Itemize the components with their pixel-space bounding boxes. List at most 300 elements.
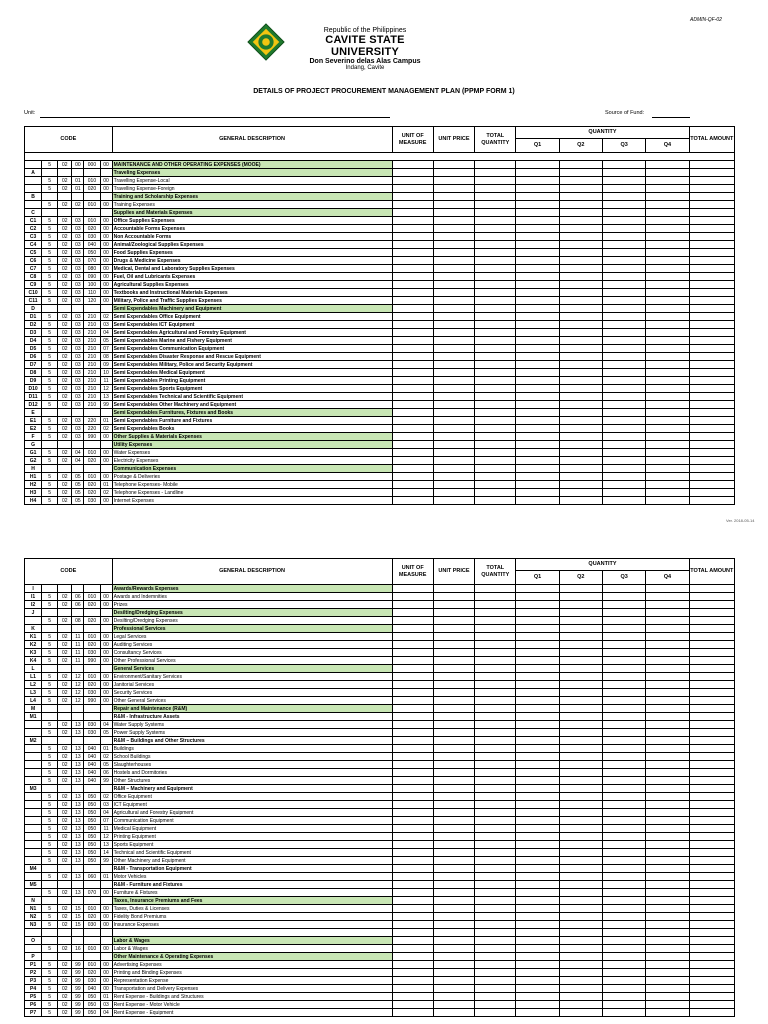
total-amount-cell[interactable]: [689, 937, 734, 945]
total-amount-cell[interactable]: [689, 833, 734, 841]
q3-cell[interactable]: [602, 417, 645, 425]
q2-cell[interactable]: [559, 425, 602, 433]
total-amount-cell[interactable]: [689, 721, 734, 729]
q1-cell[interactable]: [516, 865, 559, 873]
unit-price-cell[interactable]: [433, 817, 474, 825]
q2-cell[interactable]: [559, 937, 602, 945]
q2-cell[interactable]: [559, 289, 602, 297]
total-quantity-cell[interactable]: [475, 297, 516, 305]
unit-of-measure-cell[interactable]: [392, 825, 433, 833]
q3-cell[interactable]: [602, 329, 645, 337]
total-amount-cell[interactable]: [689, 249, 734, 257]
total-amount-cell[interactable]: [689, 985, 734, 993]
q1-cell[interactable]: [516, 217, 559, 225]
total-amount-cell[interactable]: [689, 689, 734, 697]
q2-cell[interactable]: [559, 273, 602, 281]
unit-of-measure-cell[interactable]: [392, 737, 433, 745]
q4-cell[interactable]: [646, 713, 689, 721]
q4-cell[interactable]: [646, 753, 689, 761]
q4-cell[interactable]: [646, 281, 689, 289]
q4-cell[interactable]: [646, 193, 689, 201]
total-amount-cell[interactable]: [689, 705, 734, 713]
q1-cell[interactable]: [516, 833, 559, 841]
q4-cell[interactable]: [646, 313, 689, 321]
total-quantity-cell[interactable]: [475, 673, 516, 681]
q2-cell[interactable]: [559, 945, 602, 953]
q4-cell[interactable]: [646, 377, 689, 385]
unit-of-measure-cell[interactable]: [392, 305, 433, 313]
unit-of-measure-cell[interactable]: [392, 185, 433, 193]
unit-price-cell[interactable]: [433, 1009, 474, 1017]
unit-of-measure-cell[interactable]: [392, 465, 433, 473]
q1-cell[interactable]: [516, 321, 559, 329]
q3-cell[interactable]: [602, 449, 645, 457]
total-quantity-cell[interactable]: [475, 369, 516, 377]
q4-cell[interactable]: [646, 633, 689, 641]
unit-of-measure-cell[interactable]: [392, 961, 433, 969]
total-quantity-cell[interactable]: [475, 689, 516, 697]
total-amount-cell[interactable]: [689, 921, 734, 929]
q4-cell[interactable]: [646, 225, 689, 233]
q1-cell[interactable]: [516, 161, 559, 169]
total-amount-cell[interactable]: [689, 241, 734, 249]
total-amount-cell[interactable]: [689, 345, 734, 353]
q4-cell[interactable]: [646, 353, 689, 361]
total-amount-cell[interactable]: [689, 417, 734, 425]
unit-of-measure-cell[interactable]: [392, 649, 433, 657]
unit-of-measure-cell[interactable]: [392, 777, 433, 785]
q4-cell[interactable]: [646, 1009, 689, 1017]
total-quantity-cell[interactable]: [475, 425, 516, 433]
total-quantity-cell[interactable]: [475, 481, 516, 489]
q2-cell[interactable]: [559, 897, 602, 905]
unit-price-cell[interactable]: [433, 761, 474, 769]
q3-cell[interactable]: [602, 705, 645, 713]
q4-cell[interactable]: [646, 217, 689, 225]
total-quantity-cell[interactable]: [475, 433, 516, 441]
q2-cell[interactable]: [559, 817, 602, 825]
total-amount-cell[interactable]: [689, 457, 734, 465]
q3-cell[interactable]: [602, 737, 645, 745]
total-quantity-cell[interactable]: [475, 161, 516, 169]
unit-of-measure-cell[interactable]: [392, 641, 433, 649]
unit-price-cell[interactable]: [433, 897, 474, 905]
q2-cell[interactable]: [559, 249, 602, 257]
q1-cell[interactable]: [516, 913, 559, 921]
total-amount-cell[interactable]: [689, 609, 734, 617]
q4-cell[interactable]: [646, 169, 689, 177]
q4-cell[interactable]: [646, 905, 689, 913]
unit-of-measure-cell[interactable]: [392, 873, 433, 881]
unit-price-cell[interactable]: [433, 345, 474, 353]
q1-cell[interactable]: [516, 729, 559, 737]
total-quantity-cell[interactable]: [475, 177, 516, 185]
q4-cell[interactable]: [646, 913, 689, 921]
unit-price-cell[interactable]: [433, 201, 474, 209]
unit-price-cell[interactable]: [433, 249, 474, 257]
q3-cell[interactable]: [602, 673, 645, 681]
unit-price-cell[interactable]: [433, 473, 474, 481]
q4-cell[interactable]: [646, 961, 689, 969]
unit-of-measure-cell[interactable]: [392, 249, 433, 257]
q3-cell[interactable]: [602, 457, 645, 465]
q2-cell[interactable]: [559, 313, 602, 321]
q3-cell[interactable]: [602, 697, 645, 705]
q3-cell[interactable]: [602, 313, 645, 321]
q2-cell[interactable]: [559, 929, 602, 937]
q2-cell[interactable]: [559, 649, 602, 657]
unit-of-measure-cell[interactable]: [392, 457, 433, 465]
q2-cell[interactable]: [559, 633, 602, 641]
total-quantity-cell[interactable]: [475, 401, 516, 409]
q3-cell[interactable]: [602, 601, 645, 609]
q1-cell[interactable]: [516, 697, 559, 705]
unit-of-measure-cell[interactable]: [392, 481, 433, 489]
total-amount-cell[interactable]: [689, 769, 734, 777]
total-amount-cell[interactable]: [689, 321, 734, 329]
q2-cell[interactable]: [559, 257, 602, 265]
q2-cell[interactable]: [559, 793, 602, 801]
q1-cell[interactable]: [516, 641, 559, 649]
q4-cell[interactable]: [646, 921, 689, 929]
q1-cell[interactable]: [516, 809, 559, 817]
unit-of-measure-cell[interactable]: [392, 1009, 433, 1017]
q3-cell[interactable]: [602, 297, 645, 305]
total-quantity-cell[interactable]: [475, 825, 516, 833]
q1-cell[interactable]: [516, 377, 559, 385]
q3-cell[interactable]: [602, 953, 645, 961]
q2-cell[interactable]: [559, 497, 602, 505]
total-quantity-cell[interactable]: [475, 841, 516, 849]
total-amount-cell[interactable]: [689, 1009, 734, 1017]
q4-cell[interactable]: [646, 809, 689, 817]
unit-price-cell[interactable]: [433, 961, 474, 969]
q3-cell[interactable]: [602, 273, 645, 281]
q4-cell[interactable]: [646, 625, 689, 633]
q4-cell[interactable]: [646, 409, 689, 417]
q3-cell[interactable]: [602, 1001, 645, 1009]
q4-cell[interactable]: [646, 897, 689, 905]
q1-cell[interactable]: [516, 649, 559, 657]
q4-cell[interactable]: [646, 729, 689, 737]
total-quantity-cell[interactable]: [475, 785, 516, 793]
total-amount-cell[interactable]: [689, 601, 734, 609]
q2-cell[interactable]: [559, 481, 602, 489]
q3-cell[interactable]: [602, 185, 645, 193]
total-amount-cell[interactable]: [689, 441, 734, 449]
q3-cell[interactable]: [602, 377, 645, 385]
q4-cell[interactable]: [646, 489, 689, 497]
q1-cell[interactable]: [516, 1001, 559, 1009]
q4-cell[interactable]: [646, 497, 689, 505]
q1-cell[interactable]: [516, 585, 559, 593]
q3-cell[interactable]: [602, 481, 645, 489]
unit-price-cell[interactable]: [433, 745, 474, 753]
q2-cell[interactable]: [559, 745, 602, 753]
unit-of-measure-cell[interactable]: [392, 433, 433, 441]
q1-cell[interactable]: [516, 985, 559, 993]
q3-cell[interactable]: [602, 833, 645, 841]
total-amount-cell[interactable]: [689, 897, 734, 905]
q3-cell[interactable]: [602, 249, 645, 257]
q4-cell[interactable]: [646, 793, 689, 801]
total-quantity-cell[interactable]: [475, 713, 516, 721]
total-amount-cell[interactable]: [689, 761, 734, 769]
q1-cell[interactable]: [516, 489, 559, 497]
unit-price-cell[interactable]: [433, 321, 474, 329]
total-amount-cell[interactable]: [689, 665, 734, 673]
unit-of-measure-cell[interactable]: [392, 609, 433, 617]
q4-cell[interactable]: [646, 945, 689, 953]
q4-cell[interactable]: [646, 841, 689, 849]
q3-cell[interactable]: [602, 753, 645, 761]
q4-cell[interactable]: [646, 209, 689, 217]
q1-cell[interactable]: [516, 673, 559, 681]
total-amount-cell[interactable]: [689, 329, 734, 337]
unit-of-measure-cell[interactable]: [392, 817, 433, 825]
q4-cell[interactable]: [646, 641, 689, 649]
unit-price-cell[interactable]: [433, 441, 474, 449]
q2-cell[interactable]: [559, 265, 602, 273]
q3-cell[interactable]: [602, 161, 645, 169]
total-quantity-cell[interactable]: [475, 641, 516, 649]
q4-cell[interactable]: [646, 393, 689, 401]
q3-cell[interactable]: [602, 681, 645, 689]
q2-cell[interactable]: [559, 217, 602, 225]
q1-cell[interactable]: [516, 737, 559, 745]
q4-cell[interactable]: [646, 697, 689, 705]
total-amount-cell[interactable]: [689, 857, 734, 865]
total-amount-cell[interactable]: [689, 401, 734, 409]
unit-price-cell[interactable]: [433, 449, 474, 457]
total-amount-cell[interactable]: [689, 753, 734, 761]
q2-cell[interactable]: [559, 697, 602, 705]
q2-cell[interactable]: [559, 297, 602, 305]
unit-of-measure-cell[interactable]: [392, 169, 433, 177]
total-quantity-cell[interactable]: [475, 777, 516, 785]
total-amount-cell[interactable]: [689, 633, 734, 641]
q4-cell[interactable]: [646, 857, 689, 865]
unit-of-measure-cell[interactable]: [392, 969, 433, 977]
q2-cell[interactable]: [559, 809, 602, 817]
unit-price-cell[interactable]: [433, 593, 474, 601]
unit-of-measure-cell[interactable]: [392, 897, 433, 905]
unit-of-measure-cell[interactable]: [392, 593, 433, 601]
unit-of-measure-cell[interactable]: [392, 977, 433, 985]
q4-cell[interactable]: [646, 297, 689, 305]
q2-cell[interactable]: [559, 281, 602, 289]
unit-of-measure-cell[interactable]: [392, 689, 433, 697]
unit-of-measure-cell[interactable]: [392, 1001, 433, 1009]
q1-cell[interactable]: [516, 593, 559, 601]
total-quantity-cell[interactable]: [475, 761, 516, 769]
q2-cell[interactable]: [559, 657, 602, 665]
unit-price-cell[interactable]: [433, 1001, 474, 1009]
q4-cell[interactable]: [646, 825, 689, 833]
unit-price-cell[interactable]: [433, 617, 474, 625]
total-amount-cell[interactable]: [689, 201, 734, 209]
total-amount-cell[interactable]: [689, 225, 734, 233]
q3-cell[interactable]: [602, 761, 645, 769]
total-quantity-cell[interactable]: [475, 1001, 516, 1009]
total-amount-cell[interactable]: [689, 729, 734, 737]
unit-price-cell[interactable]: [433, 905, 474, 913]
q1-cell[interactable]: [516, 713, 559, 721]
total-quantity-cell[interactable]: [475, 961, 516, 969]
unit-of-measure-cell[interactable]: [392, 865, 433, 873]
unit-price-cell[interactable]: [433, 169, 474, 177]
q3-cell[interactable]: [602, 465, 645, 473]
total-amount-cell[interactable]: [689, 305, 734, 313]
q2-cell[interactable]: [559, 953, 602, 961]
q1-cell[interactable]: [516, 385, 559, 393]
unit-price-cell[interactable]: [433, 185, 474, 193]
unit-price-cell[interactable]: [433, 233, 474, 241]
q1-cell[interactable]: [516, 169, 559, 177]
unit-price-cell[interactable]: [433, 161, 474, 169]
q1-cell[interactable]: [516, 193, 559, 201]
q4-cell[interactable]: [646, 761, 689, 769]
total-amount-cell[interactable]: [689, 681, 734, 689]
q1-cell[interactable]: [516, 465, 559, 473]
total-amount-cell[interactable]: [689, 361, 734, 369]
total-quantity-cell[interactable]: [475, 385, 516, 393]
q2-cell[interactable]: [559, 601, 602, 609]
total-amount-cell[interactable]: [689, 977, 734, 985]
q3-cell[interactable]: [602, 649, 645, 657]
unit-price-cell[interactable]: [433, 977, 474, 985]
q4-cell[interactable]: [646, 201, 689, 209]
unit-of-measure-cell[interactable]: [392, 193, 433, 201]
unit-of-measure-cell[interactable]: [392, 377, 433, 385]
total-quantity-cell[interactable]: [475, 225, 516, 233]
unit-price-cell[interactable]: [433, 369, 474, 377]
total-quantity-cell[interactable]: [475, 601, 516, 609]
unit-price-cell[interactable]: [433, 953, 474, 961]
q4-cell[interactable]: [646, 593, 689, 601]
total-amount-cell[interactable]: [689, 265, 734, 273]
total-quantity-cell[interactable]: [475, 649, 516, 657]
unit-of-measure-cell[interactable]: [392, 217, 433, 225]
q4-cell[interactable]: [646, 745, 689, 753]
total-amount-cell[interactable]: [689, 801, 734, 809]
unit-of-measure-cell[interactable]: [392, 721, 433, 729]
unit-price-cell[interactable]: [433, 241, 474, 249]
unit-price-cell[interactable]: [433, 753, 474, 761]
unit-price-cell[interactable]: [433, 457, 474, 465]
total-amount-cell[interactable]: [689, 465, 734, 473]
total-quantity-cell[interactable]: [475, 857, 516, 865]
q3-cell[interactable]: [602, 393, 645, 401]
total-amount-cell[interactable]: [689, 969, 734, 977]
unit-price-cell[interactable]: [433, 425, 474, 433]
unit-price-cell[interactable]: [433, 833, 474, 841]
q4-cell[interactable]: [646, 441, 689, 449]
unit-of-measure-cell[interactable]: [392, 753, 433, 761]
unit-price-cell[interactable]: [433, 297, 474, 305]
q3-cell[interactable]: [602, 473, 645, 481]
q4-cell[interactable]: [646, 721, 689, 729]
q4-cell[interactable]: [646, 265, 689, 273]
unit-of-measure-cell[interactable]: [392, 409, 433, 417]
unit-price-cell[interactable]: [433, 497, 474, 505]
q1-cell[interactable]: [516, 393, 559, 401]
q3-cell[interactable]: [602, 889, 645, 897]
unit-of-measure-cell[interactable]: [392, 945, 433, 953]
q3-cell[interactable]: [602, 305, 645, 313]
q3-cell[interactable]: [602, 769, 645, 777]
q2-cell[interactable]: [559, 721, 602, 729]
unit-price-cell[interactable]: [433, 969, 474, 977]
q2-cell[interactable]: [559, 641, 602, 649]
unit-of-measure-cell[interactable]: [392, 161, 433, 169]
q3-cell[interactable]: [602, 969, 645, 977]
total-amount-cell[interactable]: [689, 673, 734, 681]
q2-cell[interactable]: [559, 881, 602, 889]
q1-cell[interactable]: [516, 177, 559, 185]
unit-of-measure-cell[interactable]: [392, 913, 433, 921]
total-amount-cell[interactable]: [689, 585, 734, 593]
q4-cell[interactable]: [646, 289, 689, 297]
total-amount-cell[interactable]: [689, 209, 734, 217]
unit-of-measure-cell[interactable]: [392, 265, 433, 273]
q2-cell[interactable]: [559, 321, 602, 329]
q2-cell[interactable]: [559, 225, 602, 233]
total-amount-cell[interactable]: [689, 889, 734, 897]
total-quantity-cell[interactable]: [475, 729, 516, 737]
total-amount-cell[interactable]: [689, 449, 734, 457]
q1-cell[interactable]: [516, 753, 559, 761]
unit-of-measure-cell[interactable]: [392, 177, 433, 185]
q2-cell[interactable]: [559, 473, 602, 481]
q4-cell[interactable]: [646, 177, 689, 185]
unit-price-cell[interactable]: [433, 377, 474, 385]
total-amount-cell[interactable]: [689, 713, 734, 721]
q1-cell[interactable]: [516, 401, 559, 409]
q3-cell[interactable]: [602, 401, 645, 409]
unit-price-cell[interactable]: [433, 945, 474, 953]
unit-price-cell[interactable]: [433, 401, 474, 409]
q3-cell[interactable]: [602, 593, 645, 601]
total-quantity-cell[interactable]: [475, 929, 516, 937]
q2-cell[interactable]: [559, 417, 602, 425]
q4-cell[interactable]: [646, 985, 689, 993]
q2-cell[interactable]: [559, 849, 602, 857]
total-amount-cell[interactable]: [689, 497, 734, 505]
q1-cell[interactable]: [516, 929, 559, 937]
unit-of-measure-cell[interactable]: [392, 929, 433, 937]
q4-cell[interactable]: [646, 305, 689, 313]
q3-cell[interactable]: [602, 1009, 645, 1017]
q4-cell[interactable]: [646, 801, 689, 809]
q1-cell[interactable]: [516, 761, 559, 769]
total-quantity-cell[interactable]: [475, 409, 516, 417]
unit-of-measure-cell[interactable]: [392, 497, 433, 505]
q2-cell[interactable]: [559, 729, 602, 737]
unit-price-cell[interactable]: [433, 873, 474, 881]
q1-cell[interactable]: [516, 361, 559, 369]
unit-of-measure-cell[interactable]: [392, 889, 433, 897]
unit-price-cell[interactable]: [433, 721, 474, 729]
q3-cell[interactable]: [602, 281, 645, 289]
unit-price-cell[interactable]: [433, 689, 474, 697]
total-quantity-cell[interactable]: [475, 345, 516, 353]
unit-price-cell[interactable]: [433, 337, 474, 345]
q1-cell[interactable]: [516, 921, 559, 929]
unit-of-measure-cell[interactable]: [392, 417, 433, 425]
total-quantity-cell[interactable]: [475, 889, 516, 897]
total-amount-cell[interactable]: [689, 185, 734, 193]
